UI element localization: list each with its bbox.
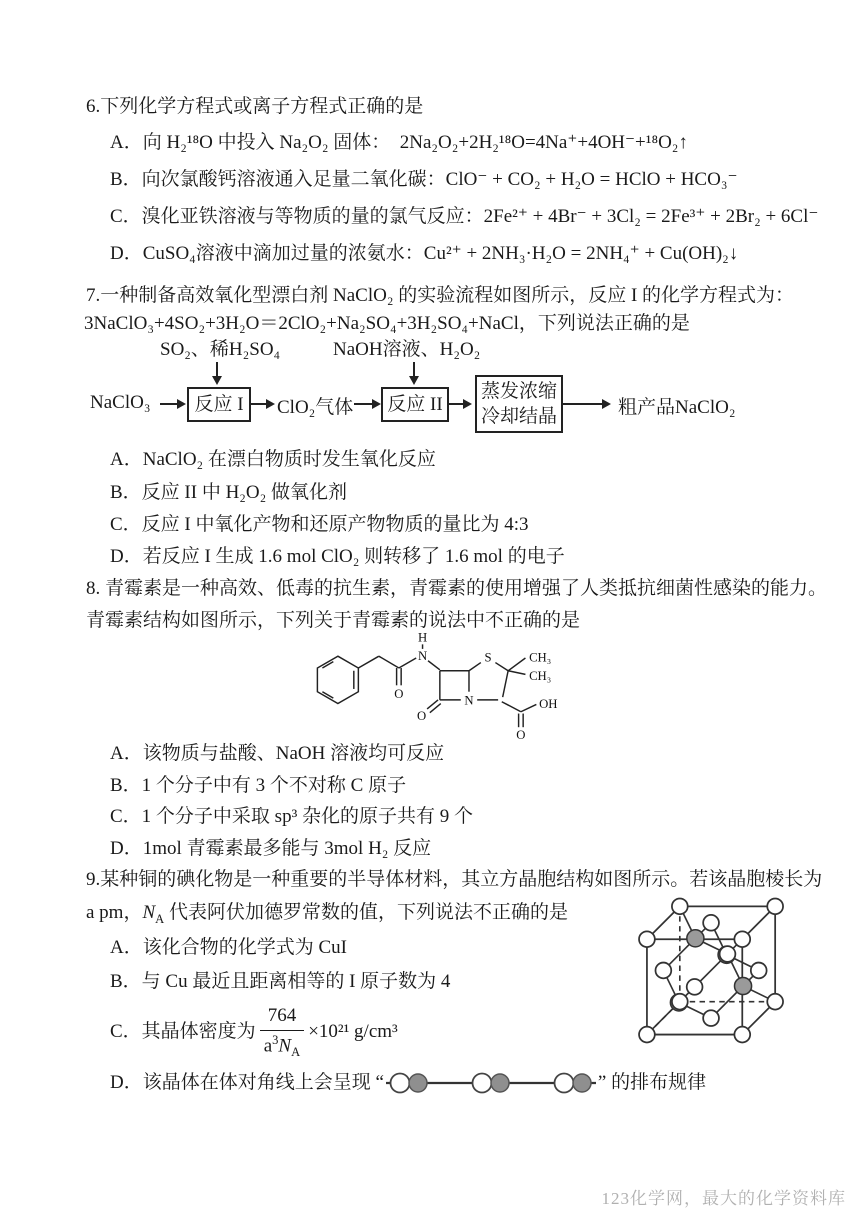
q9-option-a: A．该化合物的化学式为 CuI — [110, 937, 347, 958]
density-fraction — [260, 1004, 305, 1060]
flow-box-evaporate — [475, 375, 563, 433]
q7-option-d: D．若反应 I 生成 1.6 mol ClO₂ 则转移了 1.6 mol 的电子 — [110, 546, 565, 567]
group-label-ch3-top: CH₃ — [529, 650, 552, 665]
flow-arrow-down-2 — [413, 362, 415, 382]
q6-option-b: B．向次氯酸钙溶液通入足量二氧化碳：ClO⁻ + CO₂ + H₂O = HClO + HCO₃⁻ — [110, 169, 738, 190]
diagonal-arrangement-pattern — [386, 1070, 596, 1096]
den-a: a — [263, 1034, 273, 1056]
q6-option-d: D．CuSO₄溶液中滴加过量的浓氨水：Cu²⁺ + 2NH₃·H₂O = 2NH₄⁺ + Cu(OH)₂↓ — [110, 243, 739, 264]
beta-lactam-ring-bonds — [427, 671, 469, 713]
penicillin-structure-figure — [296, 625, 601, 742]
q9-option-d-pre: D．该晶体在体对角线上会呈现 “ — [110, 1071, 384, 1093]
q8-option-d: D．1mol 青霉素最多能与 3mol H₂ 反应 — [110, 838, 432, 859]
flow-arrow-right-5 — [563, 403, 608, 405]
q9-option-c — [110, 1002, 398, 1062]
flow-arrow-right-3 — [354, 403, 378, 405]
flow-box-evaporate-line1: 蒸发浓缩 — [480, 381, 557, 402]
flow-arrow-right-2 — [249, 403, 272, 405]
q9-option-c-post: ×10²¹ g/cm³ — [308, 1020, 398, 1042]
pattern-atom-pairs — [390, 1074, 591, 1093]
watermark-footer: 123化学网，最大的化学资料库 — [601, 1189, 846, 1208]
flow-input-label: NaClO₃ — [90, 392, 151, 413]
fraction-denominator — [260, 1031, 305, 1060]
avogadro-symbol: N — [142, 902, 156, 923]
atom-label-o-acid: O — [516, 728, 526, 742]
flow-arrow-right-4 — [447, 403, 469, 405]
crystal-structure-figure — [628, 891, 793, 1051]
q8-stem-line1: 8. 青霉素是一种高效、低毒的抗生素，青霉素的使用增强了人类抵抗细菌性感染的能力。 — [86, 578, 828, 599]
den-avogadro-sub: A — [291, 1044, 301, 1059]
flow-reagent2-label: NaOH溶液、H₂O₂ — [333, 339, 481, 360]
flow-box-reaction1: 反应 I — [187, 387, 251, 422]
q9-option-d — [110, 1066, 706, 1100]
atom-label-n-ring: N — [464, 693, 474, 708]
q6-option-c: C．溴化亚铁溶液与等物质的量的氯气反应：2Fe²⁺ + 4Br⁻ + 3Cl₂ = 2Fe³⁺ + 2Br₂ + 6Cl⁻ — [110, 206, 819, 227]
atom-label-s: S — [484, 650, 492, 665]
atom-label-n-amide: N — [417, 648, 428, 663]
flow-reagent1-label: SO₂、稀H₂SO₄ — [160, 339, 281, 360]
q9-stem-line2-pre: a pm， — [86, 902, 143, 923]
q7-flow-diagram — [88, 334, 798, 440]
atom-label-h: H — [417, 630, 428, 645]
amide-chain-bonds — [358, 644, 439, 685]
thiazolidine-ring-bonds — [469, 658, 525, 700]
q9-option-c-pre: C．其晶体密度为 — [110, 1020, 256, 1042]
flow-output-label: 粗产品NaClO₂ — [618, 397, 736, 418]
q9-stem-line1: 9.某种铜的碘化物是一种重要的半导体材料，其立方晶胞结构如图所示。若该晶胞棱长为 — [86, 869, 823, 890]
atom-label-o-lactam: O — [417, 708, 427, 723]
q9-stem-line2 — [86, 901, 568, 927]
q8-option-a: A．该物质与盐酸、NaOH 溶液均可反应 — [110, 743, 445, 764]
q8-option-c: C．1 个分子中采取 sp³ 杂化的原子共有 9 个 — [110, 806, 474, 827]
q7-equation: 3NaClO₃+4SO₂+3H₂O＝2ClO₂+Na₂SO₄+3H₂SO₄+NaCl，下列说法正确的是 — [84, 313, 690, 334]
flow-box-reaction2: 反应 II — [381, 387, 449, 422]
q8-stem-line2: 青霉素结构如图所示，下列关于青霉素的说法中不正确的是 — [86, 610, 581, 631]
group-label-ch3-bottom: CH₃ — [529, 668, 552, 683]
flow-arrow-down-1 — [216, 362, 218, 382]
q7-option-a: A．NaClO₂ 在漂白物质时发生氧化反应 — [110, 449, 436, 470]
q8-option-b: B．1 个分子中有 3 个不对称 C 原子 — [110, 775, 407, 796]
flow-arrow-right-1 — [160, 403, 183, 405]
atom-label-o-amide: O — [394, 687, 404, 702]
q9-option-b: B．与 Cu 最近且距离相等的 I 原子数为 4 — [110, 971, 451, 992]
q6-stem: 6.下列化学方程式或离子方程式正确的是 — [86, 96, 424, 117]
q7-stem: 7.一种制备高效氧化型漂白剂 NaClO₂ 的实验流程如图所示，反应 I 的化学方程式为： — [86, 285, 795, 306]
q7-option-c: C．反应 I 中氧化产物和还原产物物质的量比为 4:3 — [110, 514, 529, 535]
q9-option-d-post: ” 的排布规律 — [597, 1071, 707, 1093]
q6-option-a: A．向 H₂¹⁸O 中投入 Na₂O₂ 固体： 2Na₂O₂+2H₂¹⁸O=4Na⁺+4OH⁻+¹⁸O₂↑ — [110, 132, 688, 153]
q7-option-b: B．反应 II 中 H₂O₂ 做氧化剂 — [110, 482, 348, 503]
flow-intermediate-label: ClO₂气体 — [277, 397, 354, 418]
den-avogadro: N — [278, 1034, 292, 1056]
avogadro-subscript: A — [155, 911, 165, 926]
benzene-ring — [317, 656, 358, 703]
fraction-numerator: 764 — [260, 1004, 305, 1031]
flow-box-evaporate-line2: 冷却结晶 — [480, 406, 557, 427]
q9-stem-line2-post: 代表阿伏加德罗常数的值，下列说法不正确的是 — [164, 902, 568, 923]
carboxyl-bonds — [502, 702, 537, 727]
group-label-oh: OH — [539, 697, 558, 712]
den-exponent: 3 — [272, 1032, 279, 1047]
